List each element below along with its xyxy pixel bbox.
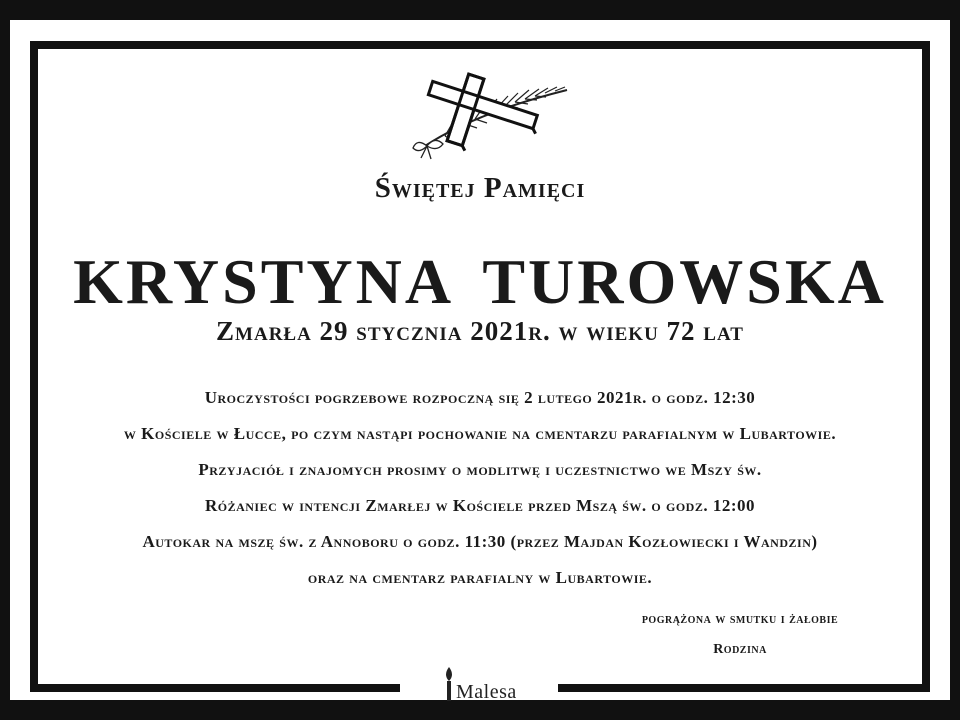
detail-line: Różaniec w intencji Zmarłej w Kościele przed Mszą św. o godz. 12:00: [204, 496, 756, 515]
malesa-logo: [438, 663, 534, 707]
signature-family: Rodzina: [713, 642, 767, 657]
cross-with-palm-icon: [405, 68, 575, 163]
detail-line: w Kościele w Łucce, po czym nastąpi pochowanie na cmentarzu parafialnym w Lubartowie.: [123, 424, 837, 443]
detail-line: Autokar na mszę św. z Annoboru o godz. 11:30 (przez Majdan Kozłowiecki i Wandzin): [142, 532, 818, 551]
deceased-name: KRYSTYNA TUROWSKA: [73, 246, 887, 317]
frame-border-bottom-right: [558, 684, 930, 692]
funeral-details: [10, 380, 950, 596]
death-date-line: Zmarła 29 stycznia 2021r. w wieku 72 lat: [216, 316, 744, 346]
signature-line: pogrążona w smutku i żałobie: [641, 612, 839, 627]
obituary-card: [10, 20, 950, 703]
frame-border-bottom-left: [30, 684, 400, 692]
detail-line: Uroczystości pogrzebowe rozpoczną się 2 lutego 2021r. o godz. 12:30: [204, 388, 756, 407]
memory-heading: Świętej Pamięci: [374, 172, 586, 204]
logo-text: Malesa: [456, 681, 517, 703]
detail-line: Przyjaciół i znajomych prosimy o modlitwę i uczestnictwo we Mszy św.: [198, 460, 762, 479]
detail-line: oraz na cmentarz parafialny w Lubartowie.: [307, 568, 653, 587]
frame-border-top: [30, 41, 930, 49]
